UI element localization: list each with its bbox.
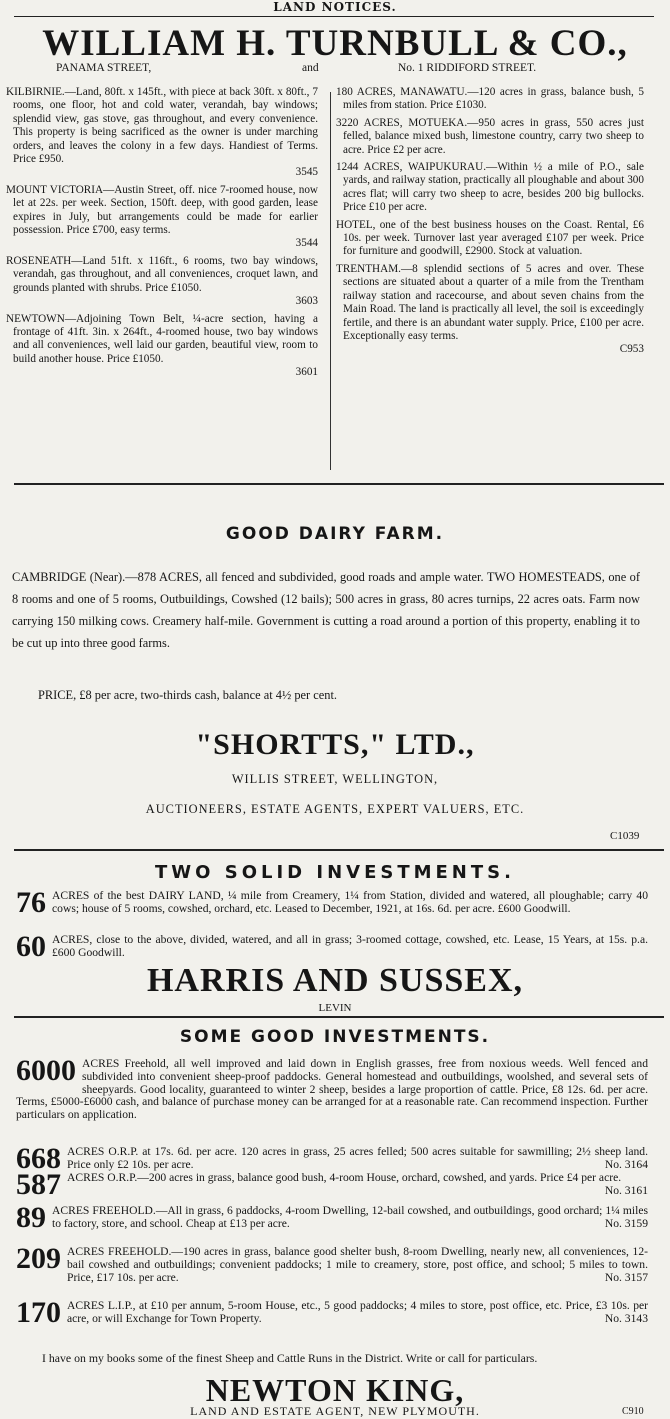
turnbull-left-listing: [6, 184, 318, 251]
listing-acreage-number: 6000: [16, 1054, 76, 1087]
listing-text: 180 ACRES, MANAWATU.—120 acres in grass, balance bush, 5 miles from station. Price £1030.: [336, 86, 644, 112]
turnbull-address-right: No. 1 RIDDIFORD STREET.: [398, 62, 537, 74]
turnbull-address-and: and: [302, 62, 319, 74]
turnbull-right-listing: [336, 219, 644, 259]
turnbull-firm-name: WILLIAM H. TURNBULL & CO.,: [42, 23, 628, 64]
numbered-listing: [16, 1054, 648, 1122]
listing-acreage-number: 60: [16, 930, 46, 963]
listing-text: ACRES Freehold, all well improved and laid down in English grasses, free from noxious weeds. Well fenced and subdivided into convenient sheep-proof paddocks. General homestead and outbuildings, woolshed, and several sets of sheepyards. Good locality, guaranteed to winter 2 sheep, besides a large proportion of cattle. Price, £8 12s. 6d. per acre. Terms, £5000-£6000 cash, and balance of purchase money can be arranged for at a reasonable rate. Can recommend inspection. Further particulars on application.: [16, 1057, 648, 1122]
listing-text: KILBIRNIE.—Land, 80ft. x 145ft., with piece at back 30ft. x 80ft., 7 rooms, one floor, hot and cold water, verandah, bay windows; splendid view, gas stove, gas throughout, and every convenience. This property is being sacrificed as the owner is under marching orders, and leaves the colony in a few days. Handiest of Terms. Price £950.: [6, 86, 318, 166]
listing-text: TRENTHAM.—8 splendid sections of 5 acres and over. These sections are situated about a quarter of a mile from the Trentham railway station and racecourse, and about seven chains from the Main Road. The land is practically all level, the soil is exceedingly fertile, and there is an abundant water supply. Price, £100 per acre. Exceptionally easy terms.: [336, 262, 644, 342]
listing-acreage-number: 89: [16, 1201, 46, 1234]
header-divider: [14, 16, 654, 17]
newton-heading: SOME GOOD INVESTMENTS.: [179, 1027, 491, 1047]
listing-text: ROSENEATH—Land 51ft. x 116ft., 6 rooms, two bay windows, verandah, gas throughout, and all conveniences, croquet lawn, and grounds planted with shrubs. Price £1050.: [6, 254, 318, 294]
listing-acreage-number: 668: [16, 1142, 61, 1175]
listing-text: 1244 ACRES, WAIPUKURAU.—Within ½ a mile of P.O., sale yards, and railway station, practically all ploughable and about 300 acres flat; will carry two sheep to acre, besides 200 big bullocks. Price £10 per acre.: [336, 161, 644, 214]
listing-ref: C953: [619, 343, 644, 356]
dairy-bottom-rule: [14, 849, 664, 851]
numbered-listing: [16, 1142, 648, 1175]
listing-acreage-number: 170: [16, 1296, 61, 1329]
shortts-trades: AUCTIONEERS, ESTATE AGENTS, EXPERT VALUERS, ETC.: [145, 802, 525, 816]
listing-acreage-number: 209: [16, 1242, 61, 1275]
turnbull-address-left: PANAMA STREET,: [56, 62, 152, 74]
listing-text: ACRES FREEHOLD.—190 acres in grass, balance good shelter bush, 8-room Dwelling, nearly new, all conveniences, 12-bail cowshed and outbuildings; convenient paddocks; 1 mile to creamery, store, post office, and school; 5 miles to town. Price, £17 10s. per acre.: [67, 1245, 648, 1284]
listing-text: ACRES L.I.P., at £10 per annum, 5-room House, etc., 5 good paddocks; 4 miles to store, post office, etc. Price, £3 10s. per acre, or will Exchange for Town Property.: [67, 1299, 648, 1325]
listing-ref: No. 3143: [604, 1311, 648, 1325]
listing-text: 3220 ACRES, MOTUEKA.—950 acres in grass, 550 acres just felled, balance mixed bush, limestone country, carry two sheep to acre. Price £2 per acre.: [336, 116, 644, 156]
numbered-listing: [16, 930, 648, 963]
turnbull-left-listing: [6, 313, 318, 380]
turnbull-left-column: [6, 86, 318, 384]
numbered-listing: [16, 1168, 648, 1201]
column-divider: [330, 92, 331, 470]
numbered-listing: [16, 1242, 648, 1284]
listing-text: HOTEL, one of the best business houses on the Coast. Rental, £6 10s. per week. Turnover last year averaged £107 per week. Price for furniture and goodwill, £2900. Stock at valuation.: [336, 218, 644, 258]
turnbull-right-listing: [336, 263, 644, 357]
shortts-street: WILLIS STREET, WELLINGTON,: [231, 772, 439, 786]
newton-ref: C910: [622, 1406, 644, 1417]
listing-ref: No. 3161: [604, 1183, 648, 1197]
turnbull-right-column: [336, 86, 644, 361]
listing-text: ACRES O.R.P.—200 acres in grass, balance good bush, 4-room House, orchard, cowshed, and yards. Price £4 per acre.: [67, 1171, 622, 1184]
turnbull-right-listing: [336, 86, 644, 113]
listing-text: ACRES FREEHOLD.—All in grass, 6 paddocks, 4-room Dwelling, 12-bail cowshed, and outbuildings, good orchard; 1¼ miles to factory, store, and school. Cheap at £13 per acre.: [52, 1204, 648, 1230]
shortts-firm-name: "SHORTTS," LTD.,: [195, 728, 475, 761]
harris-heading: TWO SOLID INVESTMENTS.: [155, 862, 515, 883]
listing-text: NEWTOWN—Adjoining Town Belt, ¼-acre section, having a frontage of 41ft. 3in. x 264ft., 4-roomed house, two bay windows and all conveniences, well laid our garden, beautiful view, room to build another house. Price £1050.: [6, 312, 318, 365]
turnbull-left-listing: [6, 255, 318, 309]
turnbull-left-listing: [6, 86, 318, 180]
newton-tagline: LAND AND ESTATE AGENT, NEW PLYMOUTH.: [190, 1404, 480, 1418]
listing-ref: No. 3159: [604, 1216, 648, 1230]
turnbull-bottom-rule: [14, 483, 664, 485]
newton-closing: I have on my books some of the finest Sheep and Cattle Runs in the District. Write or call for particulars.: [42, 1351, 538, 1365]
turnbull-right-listing: [336, 117, 644, 157]
listing-text: ACRES of the best DAIRY LAND, ¼ mile from Creamery, 1¼ from Station, divided and watered, all ploughable; carry 40 cows; house of 5 rooms, cowshed, orchard, etc. Leased to December, 1921, at 16s. 6d. per acre. £600 Goodwill.: [52, 889, 648, 915]
listing-acreage-number: 76: [16, 886, 46, 919]
listing-ref: No. 3157: [604, 1270, 648, 1284]
listing-text: ACRES, close to the above, divided, watered, and all in grass; 3-roomed cottage, cowshed, etc. Lease, 15 Years, at 15s. p.a. £600 Goodwill.: [52, 933, 648, 959]
listing-ref: 3545: [295, 166, 318, 179]
listing-text: ACRES O.R.P. at 17s. 6d. per acre. 120 acres in grass, 25 acres felled; 500 acres suitable for sawmilling; 2½ sheep land. Price only £2 10s. per acre.: [67, 1145, 648, 1171]
harris-firm-name: HARRIS AND SUSSEX,: [146, 962, 524, 999]
listing-acreage-number: 587: [16, 1168, 61, 1201]
shortts-ref: C1039: [610, 830, 640, 842]
dairy-heading: GOOD DAIRY FARM.: [225, 524, 445, 544]
listing-ref: No. 3164: [604, 1157, 648, 1171]
numbered-listing: [16, 1201, 648, 1234]
dairy-description: CAMBRIDGE (Near).—878 ACRES, all fenced and subdivided, good roads and ample water. TWO HOMESTEADS, one of 8 rooms and one of 5 rooms, Outbuildings, Cowshed (12 bails); 500 acres in grass, 80 acres turnips, 22 acres oats. Farm now carrying 150 milking cows. Creamery half-mile. Government is cutting a road around a portion of this property, enabling it to be cut up into three good farms.: [12, 570, 640, 650]
dairy-price: PRICE, £8 per acre, two-thirds cash, balance at 4½ per cent.: [38, 688, 337, 702]
listing-ref: 3544: [295, 237, 318, 250]
listing-text: MOUNT VICTORIA—Austin Street, off. nice 7-roomed house, now let at 22s. per week. Section, 150ft. deep, with good garden, lease expires in July, but arrangements could be made for earlier possession. Price £700, easy terms.: [6, 183, 318, 237]
listing-ref: 3603: [295, 295, 318, 308]
turnbull-right-listing: [336, 161, 644, 215]
page-header: LAND NOTICES.: [273, 0, 397, 14]
numbered-listing: [16, 1296, 648, 1329]
newton-firm-name: NEWTON KING,: [205, 1372, 465, 1408]
harris-bottom-rule: [14, 1016, 664, 1018]
harris-town: LEVIN: [318, 1002, 352, 1014]
listing-ref: 3601: [295, 366, 318, 379]
numbered-listing: [16, 886, 648, 919]
